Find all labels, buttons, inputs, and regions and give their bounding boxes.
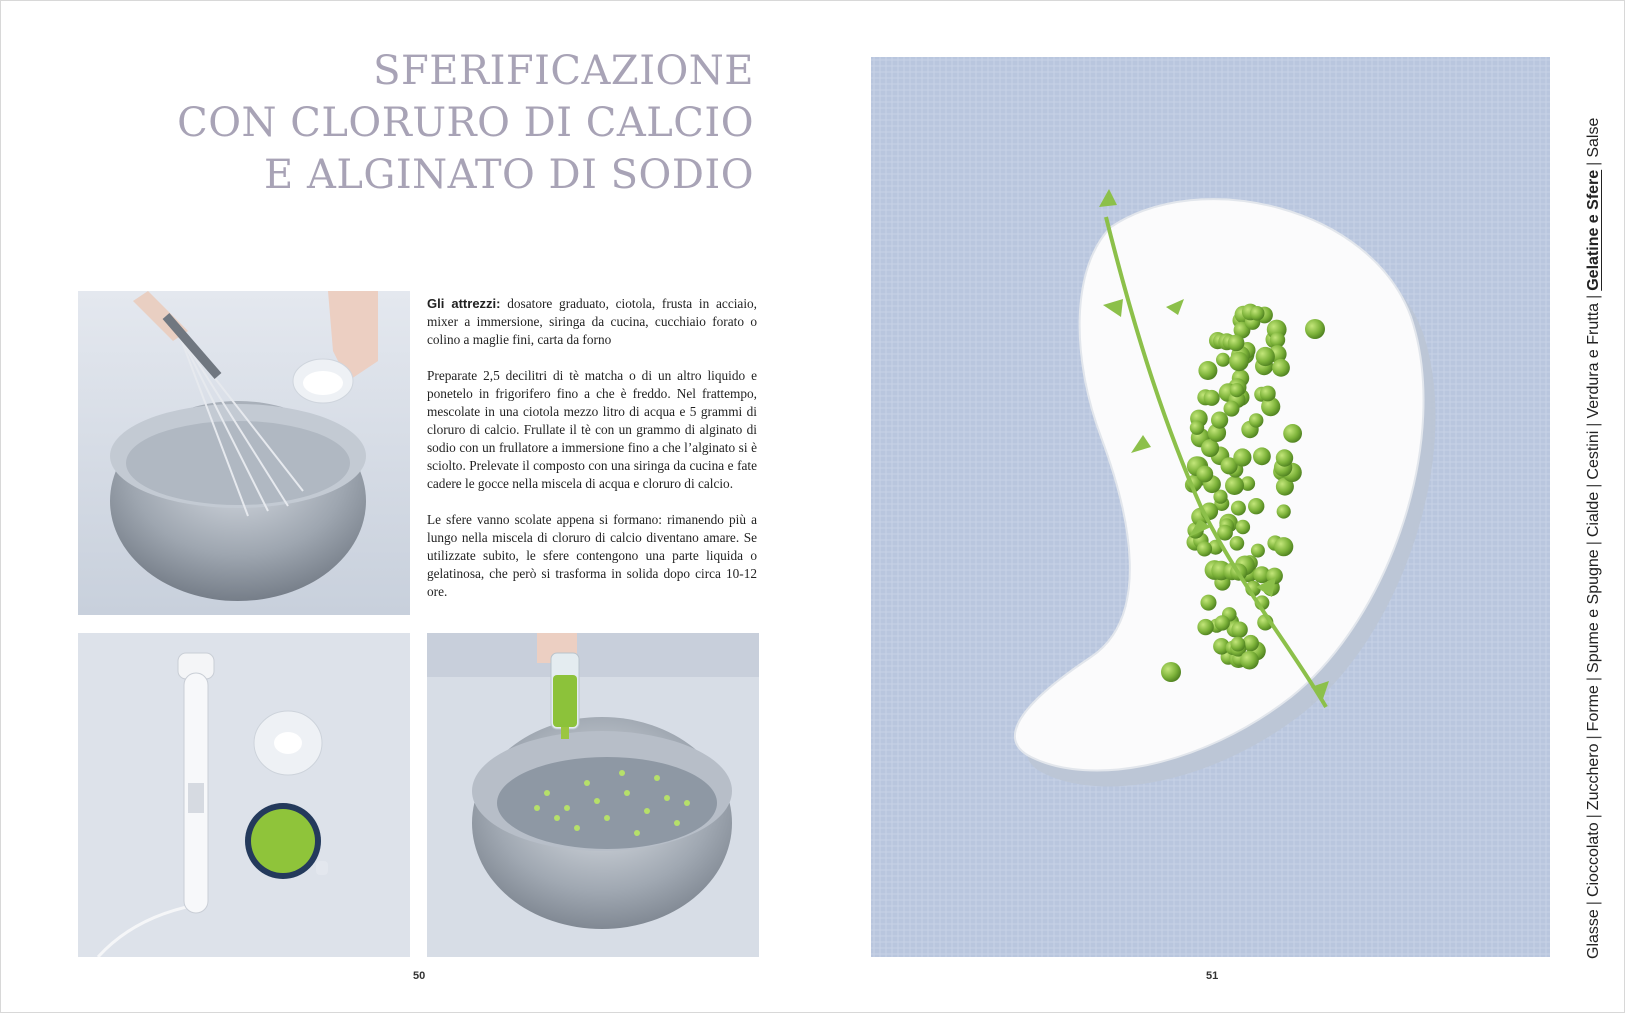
title-line-3: E ALGINATO DI SODIO bbox=[264, 152, 754, 198]
tools-paragraph bbox=[427, 295, 757, 349]
chapter-nav-item: Spume e Spugne bbox=[1585, 549, 1602, 673]
chapter-nav-separator: | bbox=[1585, 422, 1602, 427]
page-number-right: 51 bbox=[1206, 970, 1219, 982]
photo-syringe-bowl bbox=[427, 633, 759, 957]
chapter-nav-item: Cestini bbox=[1585, 430, 1602, 480]
chapter-nav-item: Glasse bbox=[1585, 909, 1602, 959]
tools-list: dosatore graduato, ciotola, frusta in acciaio, mixer a immersione, siringa da cucina, cucchiaio forato o colino a maglie fini, carta da forno bbox=[427, 296, 757, 347]
chapter-nav-separator: | bbox=[1585, 161, 1602, 166]
chapter-nav-item: Salse bbox=[1585, 117, 1602, 158]
chapter-nav-item: Zucchero bbox=[1585, 743, 1602, 811]
chapter-nav-separator: | bbox=[1585, 541, 1602, 546]
chapter-nav-item: Cioccolato bbox=[1585, 822, 1602, 898]
chapter-nav bbox=[1585, 118, 1603, 959]
tools-label: Gli attrezzi: bbox=[427, 296, 501, 311]
chapter-nav-separator: | bbox=[1585, 814, 1602, 819]
title-line-2: CON CLORURO DI CALCIO bbox=[177, 100, 754, 146]
page-title bbox=[177, 45, 754, 201]
chapter-nav-separator: | bbox=[1585, 676, 1602, 682]
chapter-nav-separator: | bbox=[1585, 483, 1602, 488]
chapter-nav-item: Gelatine e Sfere bbox=[1585, 169, 1602, 291]
chapter-nav-separator: | bbox=[1585, 294, 1602, 299]
chapter-nav-separator: | bbox=[1585, 901, 1602, 906]
chapter-nav-item: Forme bbox=[1585, 685, 1602, 732]
title-line-1: SFERIFICAZIONE bbox=[373, 48, 754, 94]
instructions-paragraph-2: Le sfere vanno scolate appena si formano: rimanendo più a lungo nella miscela di cloruro di calcio diventano amare. Se utilizzate subito, le sfere contengono una parte liquida o gelatinosa, che però si trasforma in solida dopo circa 10-12 ore. bbox=[427, 512, 757, 599]
chapter-nav-item: Cialde bbox=[1585, 491, 1602, 538]
photo-plated-spheres bbox=[871, 57, 1550, 957]
instructions-text bbox=[427, 295, 757, 619]
photo-blender-ingredients bbox=[78, 633, 410, 957]
chapter-nav-separator: | bbox=[1585, 735, 1602, 740]
photo-whisking bbox=[78, 291, 410, 615]
instructions-paragraph-1: Preparate 2,5 decilitri di tè matcha o di un altro liquido e ponetelo in frigorifero fino a che è freddo. Nel frattempo, mescolate in una ciotola mezzo litro di acqua e 5 grammi di cloruro di calcio. Frullate il tè con un grammo di alginato di sodio con un frullatore a immersione fino a che l’alginato si è sciolto. Prelevate il composto con una siringa da cucina e fate cadere le gocce nella miscela di acqua e cloruro di calcio. bbox=[427, 368, 757, 491]
chapter-nav-item: Verdura e Frutta bbox=[1585, 302, 1602, 419]
page-number-left: 50 bbox=[413, 970, 426, 982]
